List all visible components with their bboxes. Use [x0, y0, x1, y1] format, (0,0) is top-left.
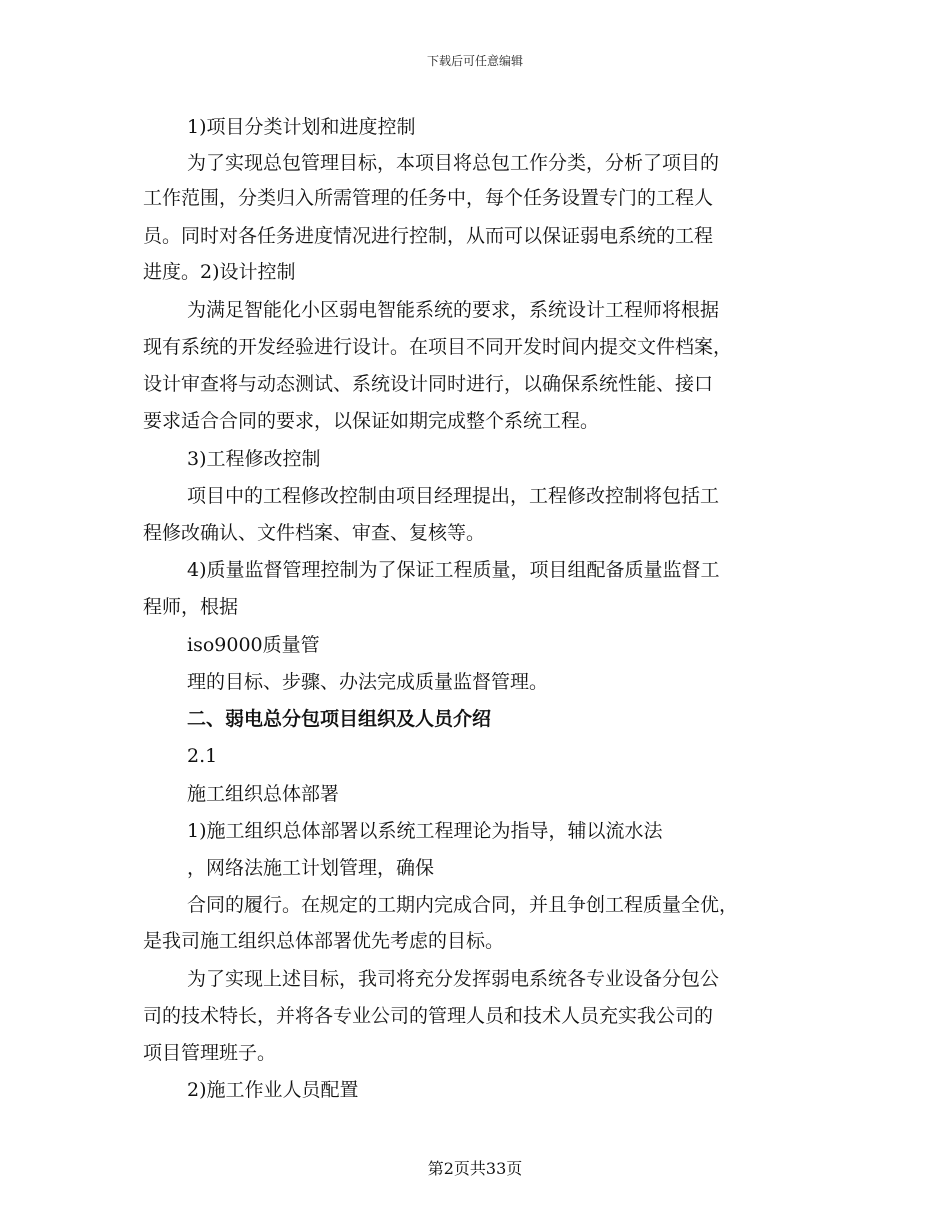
paragraph-line: 司的技术特长，并将各专业公司的管理人员和技术人员充实我公司的 [143, 1005, 714, 1027]
paragraph-line: 程修改确认、文件档案、审查、复核等。 [143, 522, 486, 544]
paragraph-line: 项目管理班子。 [143, 1042, 277, 1064]
subheading: 1)项目分类计划和进度控制 [187, 116, 416, 138]
paragraph-line: 要求适合合同的要求，以保证如期完成整个系统工程。 [143, 410, 600, 432]
paragraph-line: 员。同时对各任务进度情况进行控制，从而可以保证弱电系统的工程 [143, 225, 714, 247]
subheading: 2)施工作业人员配置 [187, 1079, 359, 1101]
paragraph-line: 是我司施工组织总体部署优先考虑的目标。 [143, 930, 505, 952]
paragraph-line: ，网络法施工计划管理，确保 [187, 857, 435, 879]
paragraph-line: iso9000质量管 [187, 634, 320, 656]
paragraph-line: 为了实现上述目标，我司将充分发挥弱电系统各专业设备分包公 [187, 968, 720, 990]
paragraph-line: 4)质量监督管理控制为了保证工程质量，项目组配备质量监督工 [187, 559, 720, 581]
paragraph-line: 程师，根据 [143, 596, 239, 618]
paragraph-line: 项目中的工程修改控制由项目经理提出，工程修改控制将包括工 [187, 485, 720, 507]
paragraph-line: 理的目标、步骤、办法完成质量监督管理。 [187, 671, 549, 693]
subsection-title: 施工组织总体部署 [187, 783, 340, 805]
paragraph-line: 设计审查将与动态测试、系统设计同时进行，以确保系统性能、接口 [143, 373, 714, 395]
paragraph-line: 为满足智能化小区弱电智能系统的要求，系统设计工程师将根据 [187, 299, 720, 321]
paragraph-line: 为了实现总包管理目标，本项目将总包工作分类，分析了项目的 [187, 152, 720, 174]
paragraph-line: 现有系统的开发经验进行设计。在项目不同开发时间内提交文件档案， [143, 336, 733, 358]
section-number: 2.1 [187, 745, 218, 767]
paragraph-line: 进度。2)设计控制 [143, 261, 296, 283]
section-heading: 二、弱电总分包项目组织及人员介绍 [187, 708, 492, 730]
subheading: 3)工程修改控制 [187, 448, 321, 470]
paragraph-line: 合同的履行。在规定的工期内完成合同，并且争创工程质量全优， [187, 894, 739, 916]
paragraph-line: 1)施工组织总体部署以系统工程理论为指导，辅以流水法 [187, 820, 663, 842]
page-footer: 第2页共33页 [427, 1159, 523, 1178]
paragraph-line: 工作范围，分类归入所需管理的任务中，每个任务设置专门的工程人 [143, 187, 714, 209]
page-header: 下载后可任意编辑 [426, 54, 523, 68]
